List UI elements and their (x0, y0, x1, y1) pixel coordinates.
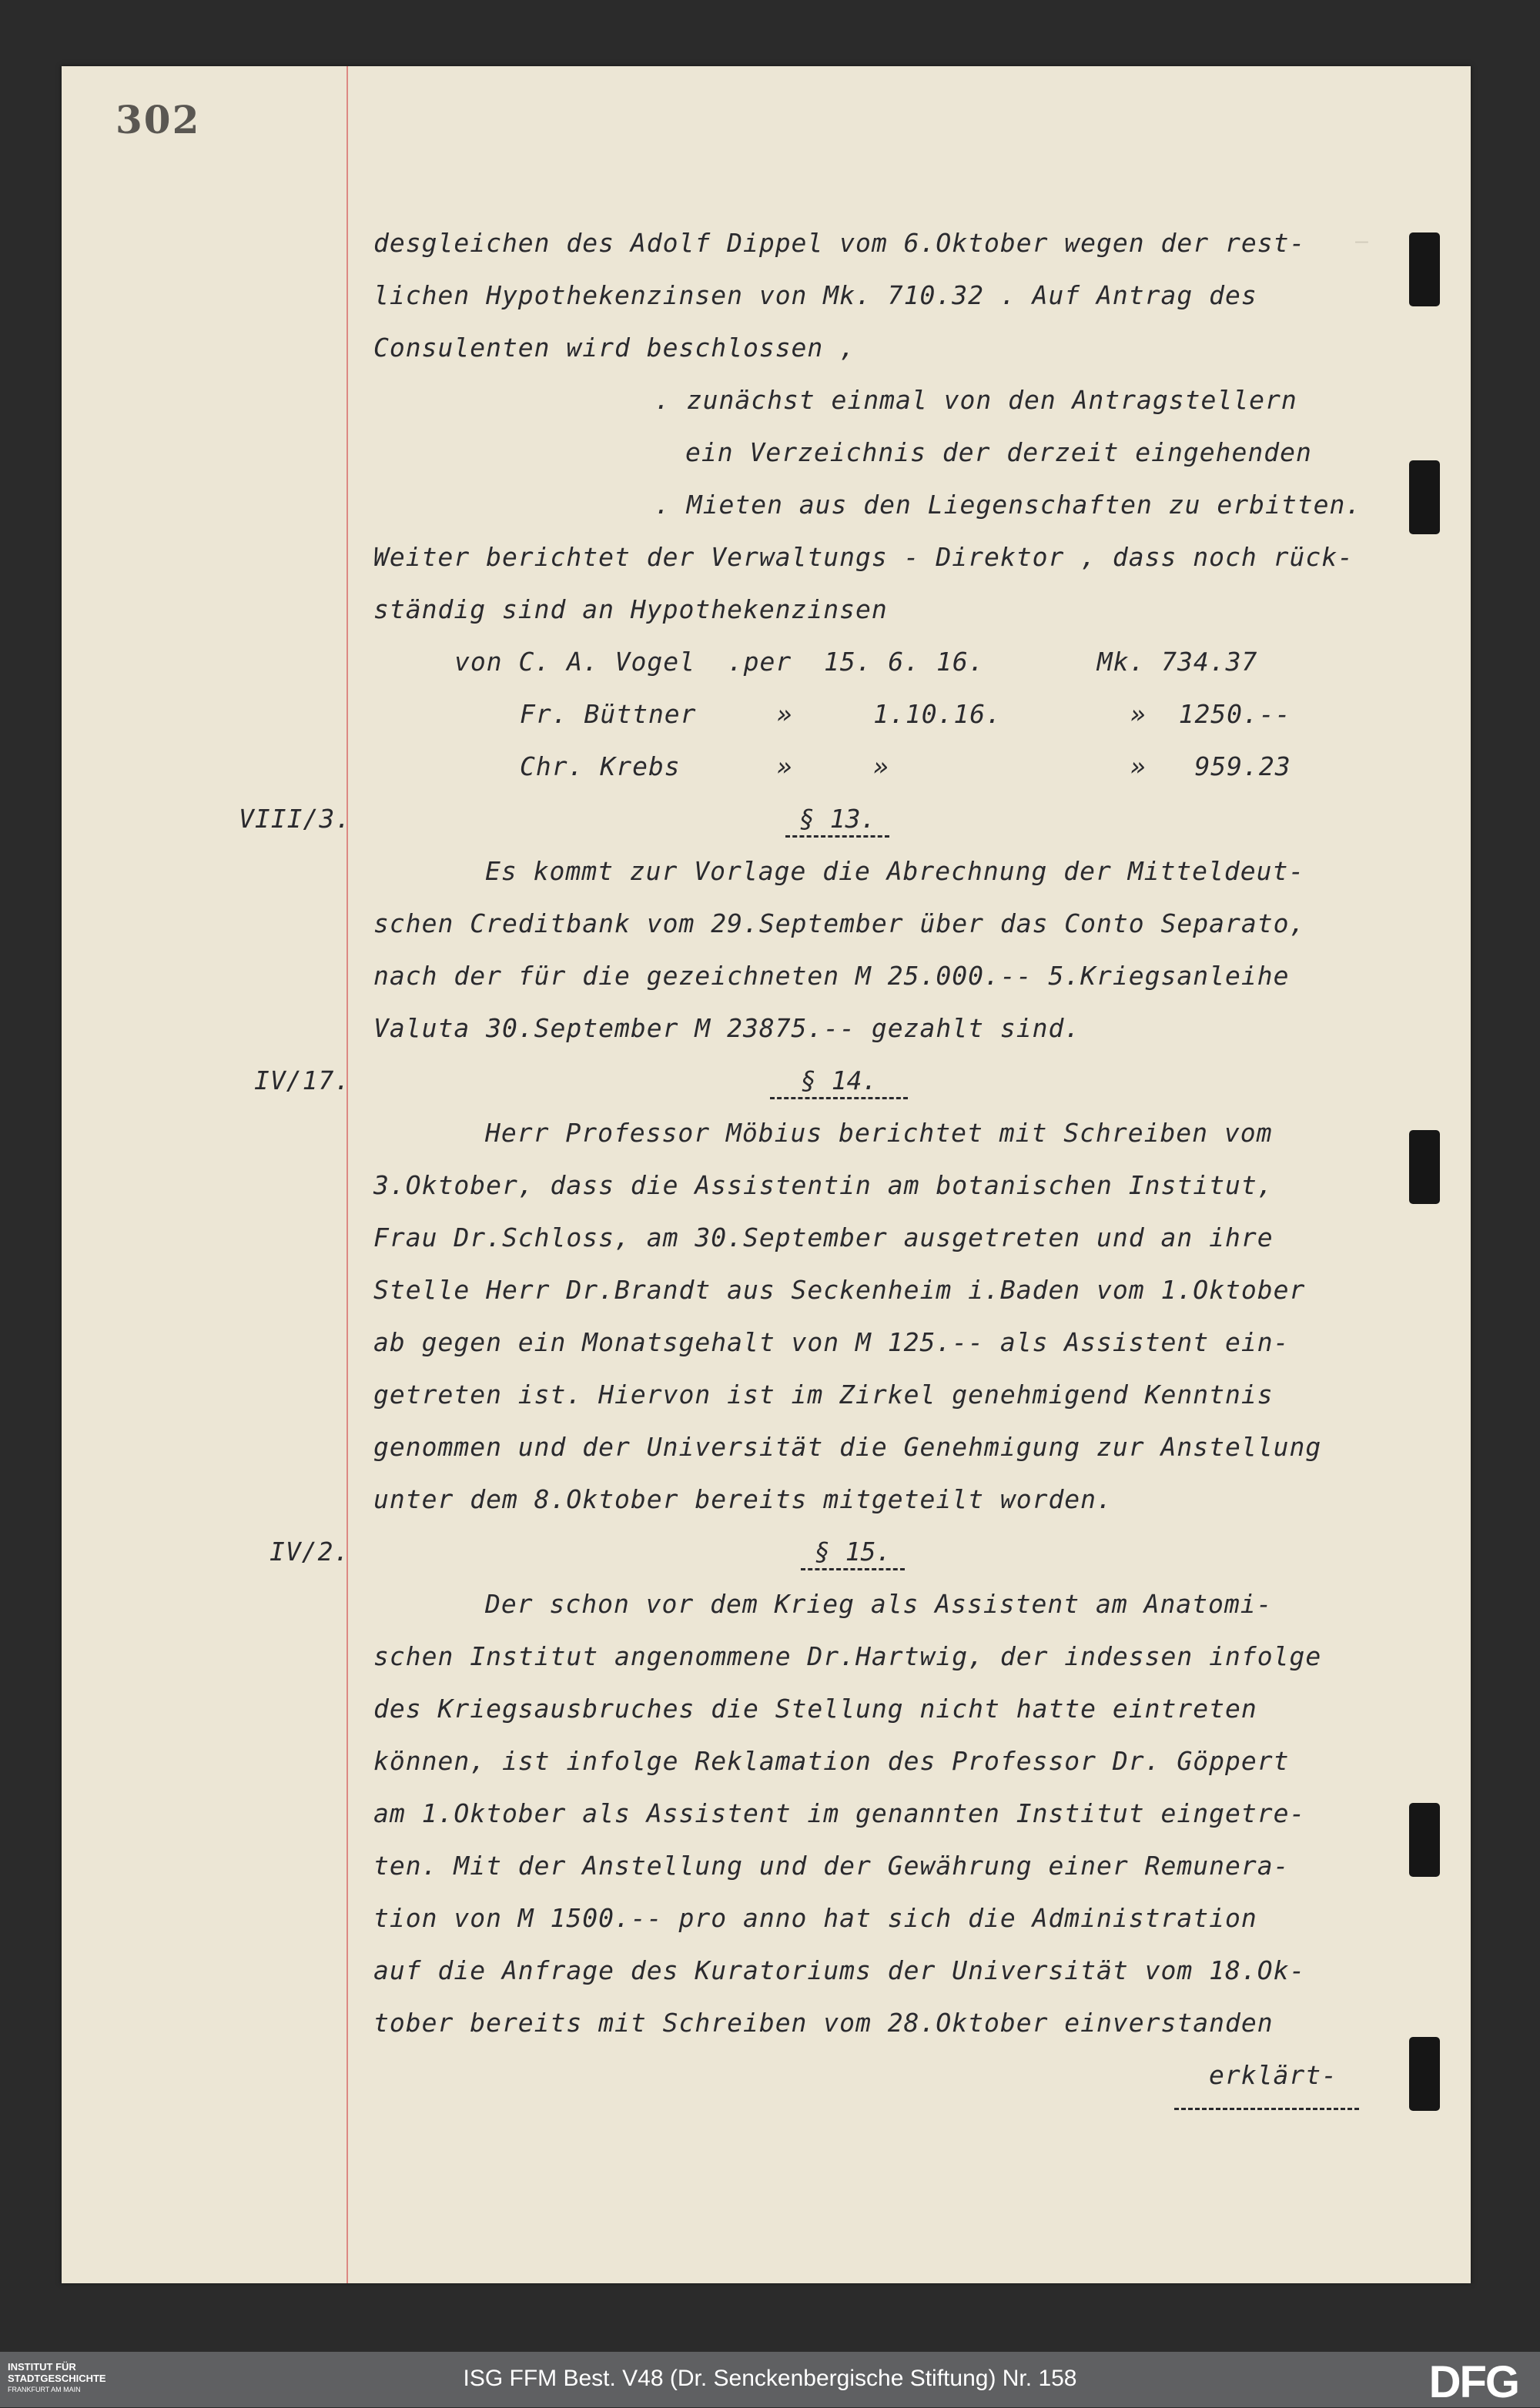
text-line: können, ist infolge Reklamation des Professor Dr. Göppert (373, 1746, 1290, 1776)
catchword: erklärt- (1209, 2060, 1337, 2090)
text-line: ein Verzeichnis der derzeit eingehenden (685, 437, 1312, 467)
text-line: tober bereits mit Schreiben vom 28.Oktober einverstanden (373, 2008, 1274, 2038)
text-line: . Mieten aus den Liegenschaften zu erbitten. (654, 490, 1362, 520)
registration-tab (1409, 232, 1440, 306)
section-heading: § 14. (770, 1065, 908, 1099)
margin-rule (346, 66, 348, 2283)
catchword-underline (1174, 2108, 1359, 2110)
text-line: schen Institut angenommene Dr.Hartwig, der indessen infolge (373, 1641, 1322, 1671)
section-heading: § 15. (801, 1537, 905, 1570)
dfg-logo: DFG (1428, 2357, 1518, 2407)
margin-reference: IV/2. (270, 1537, 350, 1567)
text-line: auf die Anfrage des Kuratoriums der Universität vom 18.Ok- (373, 1955, 1306, 1985)
text-line: . zunächst einmal von den Antragstellern (654, 385, 1297, 415)
text-line: nach der für die gezeichneten M 25.000.-- 5.Kriegsanleihe (373, 961, 1290, 991)
text-line: Weiter berichtet der Verwaltungs - Direktor , dass noch rück- (373, 542, 1354, 572)
archive-signature: ISG FFM Best. V48 (Dr. Senckenbergische Stiftung) Nr. 158 (463, 2366, 1077, 2391)
text-line: getreten ist. Hiervon ist im Zirkel genehmigend Kenntnis (373, 1380, 1274, 1410)
registration-tab (1409, 2037, 1440, 2111)
section-heading: § 13. (785, 804, 889, 838)
text-line: ständig sind an Hypothekenzinsen (373, 594, 888, 624)
page-number: 302 (116, 97, 201, 142)
margin-reference: IV/17. (254, 1065, 351, 1095)
text-line: ten. Mit der Anstellung und der Gewährung einer Remunera- (373, 1851, 1290, 1881)
registration-tab (1409, 460, 1440, 534)
text-line: unter dem 8.Oktober bereits mitgeteilt worden. (373, 1484, 1113, 1514)
text-line: lichen Hypothekenzinsen von Mk. 710.32 . Auf Antrag des (373, 280, 1257, 310)
text-line: genommen und der Universität die Genehmigung zur Anstellung (373, 1432, 1322, 1462)
text-line: ab gegen ein Monatsgehalt von M 125.-- als Assistent ein- (373, 1327, 1290, 1357)
registration-tab (1409, 1803, 1440, 1877)
text-line: desgleichen des Adolf Dippel vom 6.Oktober wegen der rest- (373, 228, 1306, 258)
text-line: des Kriegsausbruches die Stellung nicht hatte eintreten (373, 1694, 1257, 1724)
text-line: schen Creditbank vom 29.September über das Conto Separato, (373, 908, 1306, 938)
text-line: Frau Dr.Schloss, am 30.September ausgetreten und an ihre (373, 1222, 1274, 1252)
logo-line: INSTITUT FÜR (8, 2361, 76, 2373)
text-line: Fr. Büttner » 1.10.16. » 1250.-- (520, 699, 1291, 729)
text-line: Valuta 30.September M 23875.-- gezahlt sind. (373, 1013, 1081, 1043)
text-line: Der schon vor dem Krieg als Assistent am Anatomi- (485, 1589, 1273, 1619)
text-line: 3.Oktober, dass die Assistentin am botanischen Institut, (373, 1170, 1274, 1200)
logo-line: STADTGESCHICHTE (8, 2373, 106, 2384)
text-line: am 1.Oktober als Assistent im genannten Institut eingetre- (373, 1798, 1306, 1828)
text-line: Herr Professor Möbius berichtet mit Schreiben vom (485, 1118, 1273, 1148)
margin-reference: VIII/3. (239, 804, 352, 834)
registration-tab (1409, 1130, 1440, 1204)
text-line: Es kommt zur Vorlage die Abrechnung der Mitteldeut- (485, 856, 1305, 886)
bleed-through: — (1355, 228, 1368, 253)
document-page (62, 66, 1471, 2283)
text-line: von C. A. Vogel .per 15. 6. 16. Mk. 734.37 (454, 647, 1258, 677)
logo-line: FRANKFURT AM MAIN (8, 2386, 81, 2393)
text-line: tion von M 1500.-- pro anno hat sich die Administration (373, 1903, 1257, 1933)
text-line: Consulenten wird beschlossen , (373, 333, 856, 363)
text-line: Stelle Herr Dr.Brandt aus Seckenheim i.Baden vom 1.Oktober (373, 1275, 1306, 1305)
archive-footer (0, 2352, 1540, 2407)
text-line: Chr. Krebs » » » 959.23 (520, 751, 1291, 781)
